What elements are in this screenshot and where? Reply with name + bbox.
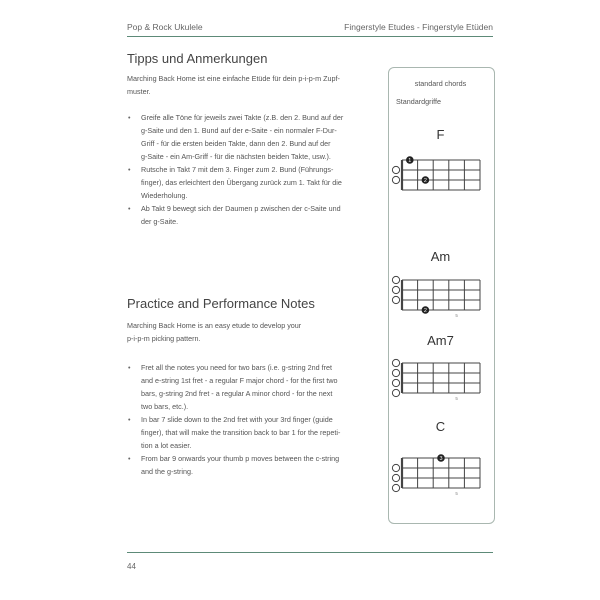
header-rule <box>127 36 493 37</box>
english-bullet-list <box>127 361 379 478</box>
open-string-marker <box>392 464 399 471</box>
bullet-item <box>127 163 379 202</box>
open-string-marker <box>392 276 399 283</box>
open-string-marker <box>392 484 399 491</box>
footer-rule <box>127 552 493 553</box>
bullet-line: tion a lot easier. <box>141 441 192 450</box>
finger-number: 2 <box>423 308 427 315</box>
chord-name-am: Am <box>430 249 451 264</box>
page-number: 44 <box>127 562 136 571</box>
bullet-line: Wiederholung. <box>141 191 188 200</box>
bullet-line: two bars, etc.). <box>141 402 189 411</box>
bullet-line: and the g-string. <box>141 467 193 476</box>
bullet-line: Ab Takt 9 bewegt sich der Daumen p zwischen der c-Saite und <box>141 204 341 213</box>
bullet-item <box>127 361 379 413</box>
open-string-marker <box>392 166 399 173</box>
fret-position-label: 5 <box>455 396 458 401</box>
open-string-marker <box>392 474 399 481</box>
english-section-title: Practice and Performance Notes <box>127 296 315 311</box>
bullet-line: From bar 9 onwards your thumb p moves between the c-string <box>141 454 340 463</box>
fret-position-label: 5 <box>455 313 458 318</box>
bullet-item <box>127 413 379 452</box>
chord-name-f: F <box>436 127 445 142</box>
chord-diagram-f <box>388 150 493 210</box>
open-string-marker <box>392 389 399 396</box>
bullet-line: Greife alle Töne für jeweils zwei Takte (z.B. den 2. Bund auf der <box>141 113 344 122</box>
open-string-marker <box>392 286 399 293</box>
fret-position-label: 5 <box>455 491 458 496</box>
german-section-title: Tipps und Anmerkungen <box>127 51 268 66</box>
open-string-marker <box>392 359 399 366</box>
intro-line: muster. <box>127 87 151 96</box>
chord-panel-subtitle: Standardgriffe <box>396 97 442 106</box>
intro-line: Marching Back Home ist eine einfache Etüde für dein p-i-p-m Zupf- <box>127 74 340 83</box>
open-string-marker <box>392 379 399 386</box>
german-bullet-list <box>127 111 379 228</box>
finger-number: 3 <box>439 456 443 463</box>
bullet-item <box>127 202 379 228</box>
bullet-line: g-Saite und den 1. Bund auf der e-Saite - ein normaler F-Dur- <box>141 126 337 135</box>
bullet-line: Rutsche in Takt 7 mit dem 3. Finger zum 2. Bund (Führungs- <box>141 165 334 174</box>
bullet-line: finger), das erleichtert den Übergang zurück zum 1. Takt für die <box>141 178 342 187</box>
bullet-line: Fret all the notes you need for two bars (i.e. g-string 2nd fret <box>141 363 332 372</box>
finger-number: 2 <box>423 178 427 185</box>
bullet-line: In bar 7 slide down to the 2nd fret with your 3rd finger (guide <box>141 415 333 424</box>
bullet-item <box>127 452 379 478</box>
chord-diagram-c <box>388 448 493 508</box>
header-chapter-title: Fingerstyle Etudes - Fingerstyle Etüden <box>344 22 493 32</box>
finger-number: 1 <box>408 158 412 165</box>
bullet-item <box>127 111 379 163</box>
intro-line: Marching Back Home is an easy etude to develop your <box>127 321 302 330</box>
bullet-line: g-Saite - ein Am-Griff - für die nächsten beiden Takte, usw.). <box>141 152 331 161</box>
open-string-marker <box>392 296 399 303</box>
chord-name-am7: Am7 <box>427 333 454 348</box>
bullet-line: and e-string 1st fret - a regular F major chord - for the first two <box>141 376 338 385</box>
open-string-marker <box>392 176 399 183</box>
bullet-line: der g-Saite. <box>141 217 179 226</box>
open-string-marker <box>392 369 399 376</box>
header-book-title: Pop & Rock Ukulele <box>127 22 203 32</box>
chord-name-c: C <box>435 419 446 434</box>
chord-diagram-am <box>388 270 493 330</box>
bullet-line: Griff - für die ersten beiden Takte, dann den 2. Bund auf der <box>141 139 331 148</box>
english-intro <box>127 319 377 345</box>
bullet-line: finger), that will make the transition back to bar 1 for the repeti- <box>141 428 341 437</box>
chord-diagram-am7 <box>388 353 493 401</box>
chord-panel-title: standard chords <box>414 79 467 88</box>
intro-line: p-i-p-m picking pattern. <box>127 334 201 343</box>
german-intro <box>127 72 377 98</box>
bullet-line: bars, g-string 2nd fret - a regular A minor chord - for the next <box>141 389 333 398</box>
